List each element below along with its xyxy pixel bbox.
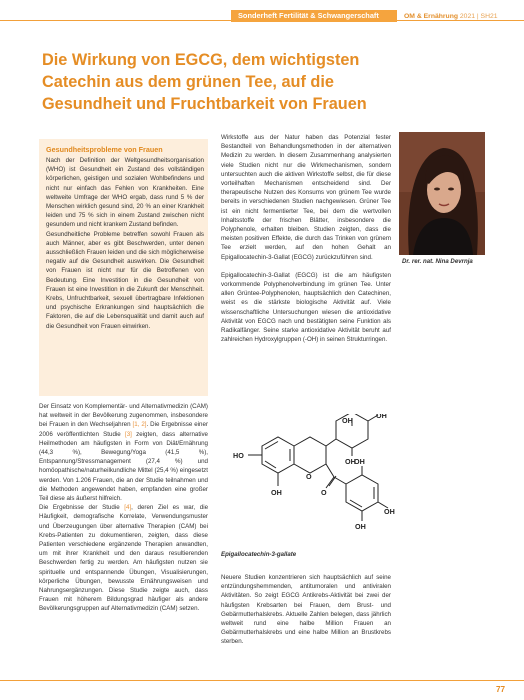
- egcg-structure-diagram: [230, 414, 395, 550]
- text-run: Die Ergebnisse der Studie: [39, 504, 125, 512]
- body-paragraph: Wirkstoffe aus der Natur haben das Potenzial fester Bestandteil von Behandlungsmethoden in der alternativen Medizin zu werden. In diesem Zusammenhang analysierten viele Studien nicht nur die Wirkmechanismen, sondern untersuchten auch die aktiven Wirkstoffe selbst, die für diese vorteilhaften Mechanismen entscheidend sind. Der therapeutische Nutzen des Konsums von grünem Tee wurde bereits in verschiedenen Studien nachgewiesen. Grüner Tee ist ein nicht fermentierter Tee, bei dem die wertvollen Inhaltsstoffe der frischen Blätter, insbesondere die Polyphenole, erhalten bleiben. Studien zeigten, dass die meisten positiven Effekte, die durch das Trinken von grünem Tee erzielt werden, auf den hohen Gehalt an Epigallocatechin-3-Gallat (EGCG) zurückzuführen sind.: [221, 134, 391, 261]
- body-paragraph: [39, 503, 208, 613]
- page-number: 77: [496, 685, 506, 694]
- journal-name: OM & Ernährung: [404, 13, 458, 20]
- molecule-caption: Epigallocatechin-3-gallate: [221, 551, 297, 558]
- title-line: Catechin aus dem grünen Tee, auf die: [42, 73, 334, 91]
- hydroxyl-label: HO: [233, 451, 244, 460]
- info-box-paragraph: Gesundheitliche Probleme betreffen sowohl Frauen als auch Männer, aber es gibt Beschwerden, unter denen ausschließlich Frauen leiden und die sich möglicherweise negativ auf die Gesundheit auswirken. Die Gesundheit von Frauen ist nicht nur für die Betroffenen von Bedeutung. Eine Investition in die Gesundheit von Frauen ist eine Investition in die Zukunft der Menschheit. Krebs, Unfruchtbarkeit, sexuell übertragbare Infektionen und psychische Erkrankungen sind hauptsächlich die Faktoren, die auf die Lebensqualität und damit auch auf die Gesundheit von Frauen einwirken.: [46, 230, 204, 330]
- carbonyl-oxygen-label: O: [321, 488, 327, 497]
- text-run: , deren Ziel es war, die Häufigkeit, demografische Korrelate, Verwendungsmuster und Überzeugungen über alternative Therapien (CAM) bei Krebs-Patienten zu dokumentieren, zeigten, dass diese Patienten verschiedene ergänzende Therapien anwandten, um mit ihrer Krankheit und den daraus resultierenden Beschwerden fertig zu werden. Am häufigsten nutzen sie spirituelle und entspannende Übungen, Visualisierungen, körperliche Übungen, bewusste Ernährungsweisen und Nahrungsergänzungen. Diese Studie zeigte auch, dass Frauen mit höherem Bildungsgrad häufiger als andere Bevölkerungsgruppen auf Alternativmedizin (CAM) setzen.: [39, 504, 209, 613]
- hydroxyl-label: OH: [342, 416, 353, 425]
- section-label: Sonderheft Fertilität & Schwangerschaft: [238, 11, 379, 20]
- info-box-paragraph: Nach der Definition der Weltgesundheitsorganisation (WHO) ist Gesundheit ein Zustand des vollständigen körperlichen, geistigen und sozialen Wohlbefindens und nicht nur einfach das Fehlen von Krankheiten. Eine weltweite Umfrage der WHO ergab, dass rund 5 % der Menschen wirklich gesund sind, 20 % an einer Krankheit leiden und 75 % sich in einem Zustand zwischen nicht gesundem und nicht krankem Zustand befinden.: [46, 157, 204, 229]
- text-run: Der Einsatz von Komplementär- und Alternativmedizin (CAM) hat weltweit in der Bevölkerung zugenommen, insbesondere bei Frauen in den Wechseljahren: [39, 403, 208, 429]
- hydroxyl-label: OH: [271, 488, 282, 497]
- body-paragraph: Epigallocatechin-3-Gallat (EGCG) ist die am häufigsten vorkommende Polyphenolverbindung im grünen Tee. Unter allen Grüntee-Polyphenolen, hauptsächlich den Catechinen, weist es die stärkste biologische Aktivität auf. Viele wissenschaftliche Untersuchungen wiesen die antioxidative Aktivität von EGCG nach und bestätigten seine Funktion als Radikalfänger. Seine starke antioxidative Aktivität beruht auf zahlreichen Hydroxylgruppen (-OH) in seinen Strukturringen.: [221, 271, 391, 344]
- ring-oxygen-label: O: [306, 472, 312, 481]
- hydroxyl-label: OH: [376, 414, 387, 420]
- title-line: Die Wirkung von EGCG, dem wichtigsten: [42, 51, 360, 69]
- section-tab: [231, 10, 397, 22]
- hydroxyl-label: OH: [355, 522, 366, 531]
- text-run: zeigten, dass alternative Heilmethoden am häufigsten in Form von Diät/Ernährung (44,3 %), Bewegung/Yoga (41,5 %), Entspannung/Stressmanagement (27,4 %) und homöopathische/naturheilkundliche Mittel (25,4 %) eingesetzt werden. Von 1.206 Frauen, die an der Studie teilnahmen und die Methoden angewendet haben, empfanden eine großer Teil diese als äußerst hilfreich.: [39, 430, 208, 503]
- body-paragraph: [39, 402, 208, 503]
- title-line: Gesundheit und Fruchtbarkeit von Frauen: [42, 95, 367, 113]
- footer-rule: [0, 680, 524, 681]
- hydroxyl-label: OH: [345, 457, 356, 466]
- citation-link[interactable]: [1, 2]: [132, 421, 147, 429]
- body-paragraph: Neuere Studien konzentrieren sich hauptsächlich auf seine entzündungshemmenden, antitumoralen und antiviralen Aktivitäten. So zeigt EGCG Antikrebs-Aktivität bei zwei der häufigsten Krebsarten bei Frauen, dem Brust- und Gebärmutterhalskrebs. Aktuelle Zahlen belegen, dass jährlich weltweit rund eine halbe Million Frauen an Gebärmutterhalskrebs und eine halbe Million an Brustkrebs sterben.: [221, 574, 391, 646]
- column-2-bottom: [221, 573, 391, 647]
- hydroxyl-label: OH: [354, 457, 365, 466]
- journal-issue: 2021 | SH21: [459, 13, 498, 20]
- author-photo: [399, 132, 485, 255]
- column-2-body: [221, 133, 391, 344]
- journal-info: [404, 12, 498, 21]
- article-title: [42, 49, 502, 115]
- ring-a: [262, 437, 294, 473]
- text-run: . Die Ergebnisse einer 2006 veröffentlichten Studie: [39, 421, 209, 438]
- author-caption: Dr. rer. nat. Nina Devrnja: [402, 258, 473, 265]
- ring-c: [294, 437, 326, 473]
- info-box: [39, 139, 208, 396]
- citation-link[interactable]: [3]: [124, 430, 132, 438]
- hydroxyl-label: OH: [384, 507, 395, 516]
- info-box-heading: Gesundheitsprobleme von Frauen: [46, 145, 163, 154]
- column-1-body: [39, 402, 208, 614]
- citation-link[interactable]: [4]: [124, 504, 132, 512]
- ring-galloyl: [346, 475, 378, 511]
